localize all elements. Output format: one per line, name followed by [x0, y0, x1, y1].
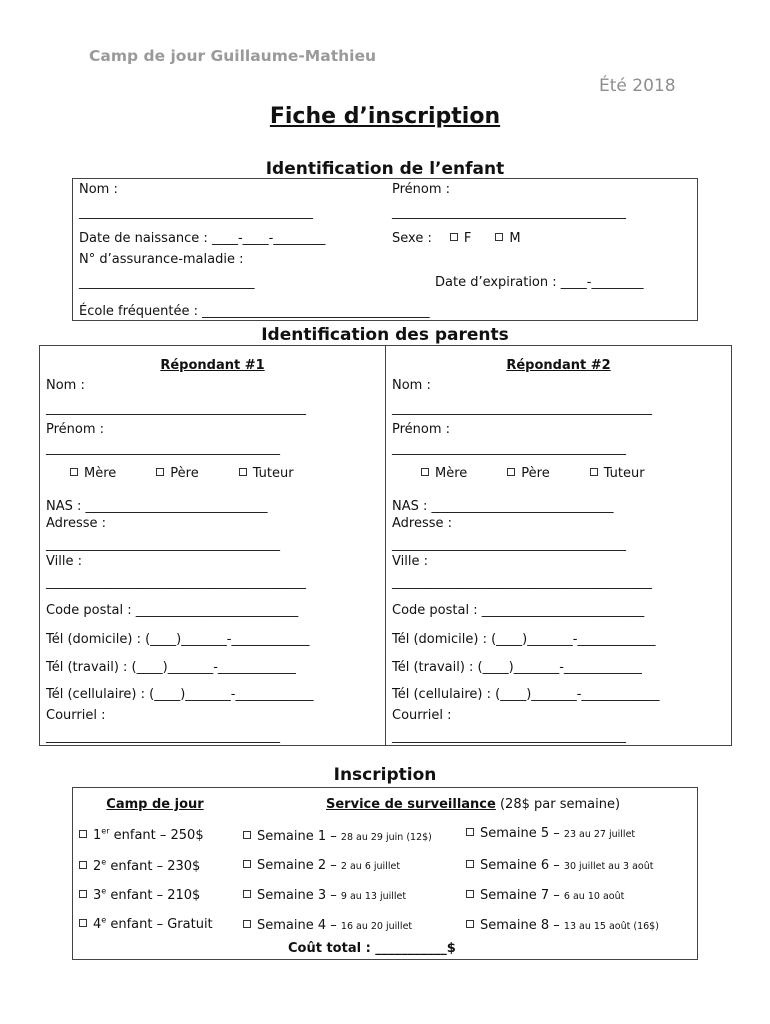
expiry-date-field[interactable]: Date d’expiration : ____-________	[435, 275, 644, 290]
r2-adresse-field[interactable]: ____________________________________	[392, 537, 626, 552]
r2-tuteur-checkbox[interactable]	[590, 468, 598, 476]
r2-mere-label: Mère	[435, 466, 468, 481]
r1-prenom-label: Prénom :	[46, 422, 105, 437]
parents-section-title: Identification des parents	[261, 325, 509, 345]
child-nom-field[interactable]: ____________________________________	[79, 205, 313, 220]
week-checkbox[interactable]	[243, 920, 251, 928]
week-option-7[interactable]: Semaine 7 – 6 au 10 août	[466, 888, 624, 905]
r1-prenom-field[interactable]: ____________________________________	[46, 441, 280, 456]
season-label: Été 2018	[599, 76, 676, 96]
r2-tuteur-label: Tuteur	[603, 466, 645, 481]
r2-prenom-field[interactable]: ____________________________________	[392, 441, 626, 456]
r1-pere-label: Père	[170, 466, 199, 481]
r2-ville-field[interactable]: ________________________________________	[392, 575, 652, 590]
camp-de-jour-heading: Camp de jour	[106, 797, 204, 812]
sexe-m-label: M	[509, 231, 521, 246]
r2-code-postal-field[interactable]: Code postal : _________________________	[392, 603, 645, 618]
child-dob-field[interactable]: Date de naissance : ____-____-________	[79, 231, 326, 246]
r1-ville-field[interactable]: ________________________________________	[46, 575, 306, 590]
school-field[interactable]: École fréquentée : ___________________________________	[79, 304, 430, 319]
r1-tel-travail-field[interactable]: Tél (travail) : (____)_______-____________	[46, 660, 296, 675]
child-option-checkbox[interactable]	[79, 890, 87, 898]
child-option-4[interactable]: 4e enfant – Gratuit	[79, 917, 213, 933]
r1-tuteur-checkbox[interactable]	[239, 468, 247, 476]
r1-nom-label: Nom :	[46, 378, 85, 393]
week-checkbox[interactable]	[243, 831, 251, 839]
r1-tel-domicile-field[interactable]: Tél (domicile) : (____)_______-____________	[46, 632, 310, 647]
r1-adresse-label: Adresse :	[46, 516, 107, 531]
r1-mere-label: Mère	[84, 466, 117, 481]
child-section-title: Identification de l’enfant	[265, 159, 505, 179]
r1-tuteur-label: Tuteur	[252, 466, 294, 481]
week-checkbox[interactable]	[466, 828, 474, 836]
service-heading-group	[326, 797, 620, 813]
week-option-3[interactable]: Semaine 3 – 9 au 13 juillet	[243, 888, 406, 905]
r2-courriel-field[interactable]: ____________________________________	[392, 729, 626, 744]
r1-mere-checkbox[interactable]	[70, 468, 78, 476]
r1-adresse-field[interactable]: ____________________________________	[46, 537, 280, 552]
r2-mere-checkbox[interactable]	[421, 468, 429, 476]
health-number-field[interactable]: ___________________________	[79, 275, 255, 290]
parents-divider	[385, 345, 386, 746]
r2-pere-checkbox[interactable]	[507, 468, 515, 476]
week-option-2[interactable]: Semaine 2 – 2 au 6 juillet	[243, 858, 400, 875]
r2-courriel-label: Courriel :	[392, 708, 452, 723]
camp-name: Camp de jour Guillaume-Mathieu	[89, 47, 376, 65]
week-option-5[interactable]: Semaine 5 – 23 au 27 juillet	[466, 826, 635, 843]
child-option-checkbox[interactable]	[79, 861, 87, 869]
r1-tel-cellulaire-field[interactable]: Tél (cellulaire) : (____)_______-____________	[46, 687, 314, 702]
r1-courriel-field[interactable]: ____________________________________	[46, 729, 280, 744]
r2-adresse-label: Adresse :	[392, 516, 453, 531]
health-number-label: N° d’assurance-maladie :	[79, 252, 244, 267]
week-option-6[interactable]: Semaine 6 – 30 juillet au 3 août	[466, 858, 654, 875]
r2-prenom-label: Prénom :	[392, 422, 451, 437]
r1-courriel-label: Courriel :	[46, 708, 106, 723]
r1-ville-label: Ville :	[46, 554, 82, 569]
respondent-2-heading: Répondant #2	[506, 358, 611, 373]
r1-pere-checkbox[interactable]	[156, 468, 164, 476]
r2-tel-travail-field[interactable]: Tél (travail) : (____)_______-____________	[392, 660, 642, 675]
child-prenom-field[interactable]: ____________________________________	[392, 205, 626, 220]
sexe-f-checkbox[interactable]	[450, 233, 458, 241]
inscription-section-title: Inscription	[333, 765, 437, 785]
service-price: (28$ par semaine)	[495, 797, 621, 812]
r2-tel-domicile-field[interactable]: Tél (domicile) : (____)_______-____________	[392, 632, 656, 647]
r2-tel-cellulaire-field[interactable]: Tél (cellulaire) : (____)_______-____________	[392, 687, 660, 702]
week-checkbox[interactable]	[466, 890, 474, 898]
r2-nas-field[interactable]: NAS : ____________________________	[392, 499, 614, 514]
week-checkbox[interactable]	[466, 860, 474, 868]
child-option-checkbox[interactable]	[79, 919, 87, 927]
r1-code-postal-field[interactable]: Code postal : _________________________	[46, 603, 299, 618]
r2-relation-group	[421, 466, 645, 482]
child-prenom-label: Prénom :	[392, 182, 451, 197]
week-checkbox[interactable]	[466, 920, 474, 928]
sexe-f-label: F	[463, 231, 472, 246]
respondent-1-heading: Répondant #1	[160, 358, 265, 373]
r1-nas-field[interactable]: NAS : ____________________________	[46, 499, 268, 514]
child-option-3[interactable]: 3e enfant – 210$	[79, 888, 200, 904]
week-option-1[interactable]: Semaine 1 – 28 au 29 juin (12$)	[243, 829, 432, 846]
week-checkbox[interactable]	[243, 890, 251, 898]
week-option-4[interactable]: Semaine 4 – 16 au 20 juillet	[243, 918, 412, 935]
child-nom-label: Nom :	[79, 182, 118, 197]
week-option-8[interactable]: Semaine 8 – 13 au 15 août (16$)	[466, 918, 659, 935]
child-option-1[interactable]: 1er enfant – 250$	[79, 828, 204, 844]
r2-nom-label: Nom :	[392, 378, 431, 393]
sexe-label: Sexe :	[392, 231, 432, 246]
page-title: Fiche d’inscription	[269, 104, 501, 129]
r1-nom-field[interactable]: ________________________________________	[46, 401, 306, 416]
r2-pere-label: Père	[521, 466, 550, 481]
total-cost-field[interactable]: Coût total : ___________$	[288, 941, 456, 956]
r2-nom-field[interactable]: ________________________________________	[392, 401, 652, 416]
r1-relation-group	[70, 466, 294, 482]
sexe-m-checkbox[interactable]	[495, 233, 503, 241]
r2-ville-label: Ville :	[392, 554, 428, 569]
child-option-2[interactable]: 2e enfant – 230$	[79, 859, 200, 875]
week-checkbox[interactable]	[243, 860, 251, 868]
child-sexe-group	[392, 231, 521, 247]
service-heading: Service de surveillance	[326, 797, 496, 812]
child-option-checkbox[interactable]	[79, 830, 87, 838]
child-box	[72, 178, 698, 321]
